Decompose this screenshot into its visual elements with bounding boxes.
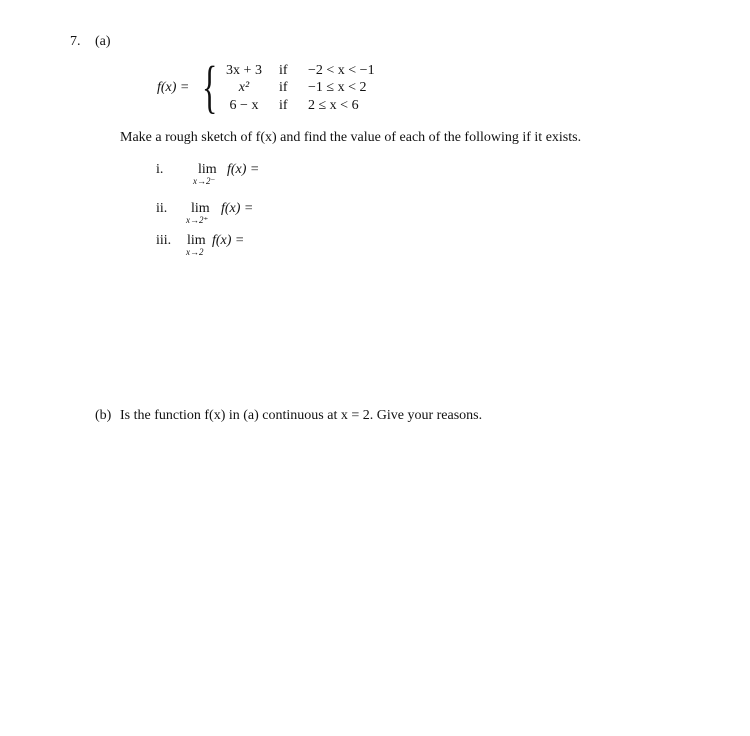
case-1-condition: −2 < x < −1 — [308, 63, 375, 78]
case-1-expr: 3x + 3 — [226, 63, 262, 78]
part-b-text: Is the function f(x) in (a) continuous at x = 2. Give your reasons. — [120, 408, 483, 423]
case-3-expr: 6 − x — [229, 98, 259, 113]
limit-1-approach: x→2⁻ — [193, 176, 216, 186]
case-2-expr: x² — [238, 80, 250, 95]
case-3-condition: 2 ≤ x < 6 — [308, 98, 359, 113]
limit-1-expr: f(x) = — [227, 162, 260, 177]
limit-3-label: iii. — [156, 233, 172, 248]
part-b-label: (b) — [95, 408, 112, 423]
limit-1-lim: lim — [198, 162, 217, 177]
case-3-if: if — [279, 98, 288, 113]
limit-2-lim: lim — [191, 201, 210, 216]
limit-2-label: ii. — [156, 201, 168, 216]
limit-2-approach: x→2⁺ — [186, 215, 209, 225]
part-a-label: (a) — [95, 34, 111, 49]
case-2-if: if — [279, 80, 288, 95]
limit-1-label: i. — [156, 162, 164, 177]
limit-2-expr: f(x) = — [221, 201, 254, 216]
limit-3-expr: f(x) = — [212, 233, 245, 248]
function-lhs: f(x) = — [157, 80, 190, 95]
case-1-if: if — [279, 63, 288, 78]
left-brace: { — [202, 54, 218, 119]
limit-3-lim: lim — [187, 233, 206, 248]
question-number: 7. — [70, 34, 81, 49]
limit-3-approach: x→2 — [186, 247, 204, 257]
instruction-text: Make a rough sketch of f(x) and find the value of each of the following if it exists. — [120, 130, 582, 145]
case-2-condition: −1 ≤ x < 2 — [308, 80, 367, 95]
